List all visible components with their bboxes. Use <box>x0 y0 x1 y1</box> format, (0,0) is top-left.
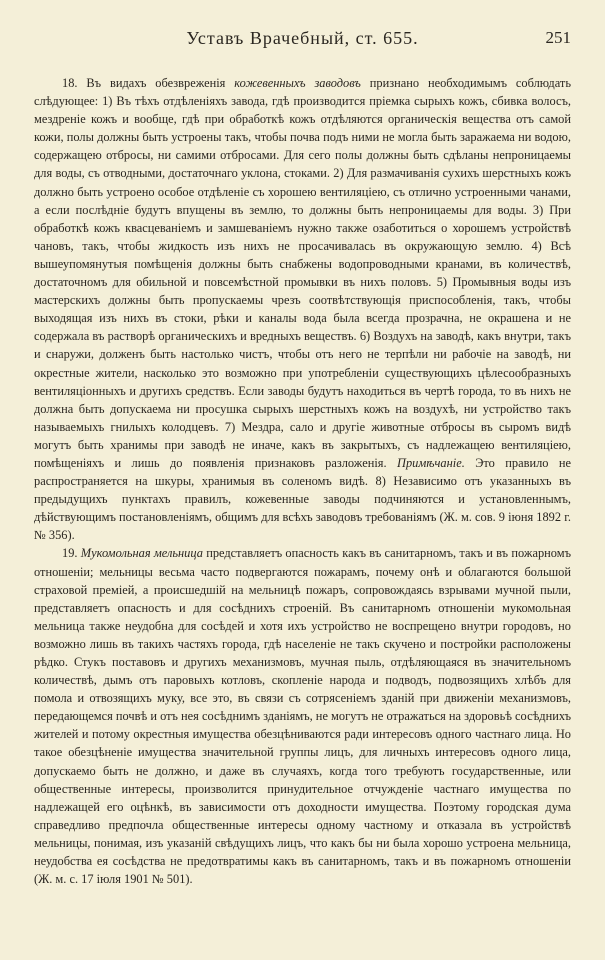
page-number: 251 <box>545 28 571 47</box>
page-header <box>34 22 571 52</box>
section-number-19: 19. <box>62 546 78 561</box>
note-label: Примѣчаніе. <box>397 455 465 470</box>
note-text: Это правило не распространяется на шкуры, хранимыя въ соленомъ видѣ. 8) Независимо отъ указанныхъ въ предыдущихъ пунктахъ правилъ, кожевенные заводы подчиняются и установленнымъ, дѣйствующимъ постановленіямъ, общимъ для всѣхъ заводовъ требованіямъ (Ж. м. сов. 9 іюня 1892 г. № 356). <box>34 455 571 543</box>
paragraph-18 <box>34 74 571 544</box>
section-18-subject: кожевенныхъ заводовъ <box>234 76 361 90</box>
paragraph-19 <box>34 544 571 888</box>
section-18-text: признано необходимымъ соблюдать слѣдующее: 1) Въ тѣхъ отдѣленіяхъ завода, гдѣ производится пріемка сырыхъ кожъ, сбивка волосъ, мездреніе кожъ и вообще, гдѣ при обработкѣ кожъ отдѣляются органическія вещества отъ самой кожи, полы должны быть устроены такъ, чтобы почва подъ ними не могла быть заражаема ни водою, содержащею отбросы, ни самими отбросами. Для сего полы должны быть сдѣланы непроницаемы для воды, съ отводными, достаточнаго уклона, стоками. 2) Для размачиванія сухихъ шерстныхъ кожъ должно быть устроено особое отдѣленіе съ хорошею вентиляціею, съ отлично устроенными чанами, а если послѣдніе будутъ впущены въ землю, то должны быть непроницаемы для воды. 3) При обработкѣ кожъ квасцеваніемъ и замшеваніемъ нужно также озаботиться о хорошемъ устройствѣ чановъ, такъ, чтобы жидкость изъ нихъ не просачивалась въ окружающую землю. 4) Всѣ вышеупомянутыя помѣщенія должны быть снабжены водопроводными кранами, въ количествѣ, достаточномъ для обильной и повсемѣстной промывки въ нихъ половъ. 5) Промывныя воды изъ мастерскихъ должны быть пропускаемы чрезъ соотвѣтствующія приспособленія, такъ, чтобы выходящая изъ нихъ въ стоки, рѣки и каналы вода была всегда прозрачна, не окрашена и не содержала въ растворѣ органическихъ и вредныхъ веществъ. 6) Воздухъ на заводѣ, какъ внутри, такъ и снаружи, долженъ быть настолько чистъ, чтобы отъ него не терпѣли ни рабочіе на заводѣ, ни окрестные жители, насколько это возможно при употребленіи существующихъ цѣлесообразныхъ вентиляціонныхъ и другихъ средствъ. Если заводы будутъ находиться въ чертѣ города, то въ нихъ не должна быть допускаема ни просушка сырыхъ шерстныхъ кожъ на воздухѣ, ни устройство такъ называемыхъ гнилыхъ колодцевъ. 7) Мездра, сало и другіе животные отбросы въ сыромъ видѣ могутъ быть хранимы при заводѣ не иначе, какъ въ закрытыхъ, съ надлежащею вентиляціею, помѣщеніяхъ и лишь до появленія признаковъ разложенія. <box>34 76 571 470</box>
running-title: Уставъ Врачебный, ст. 655. <box>186 28 419 48</box>
section-19-text: представляетъ опасность какъ въ санитарномъ, такъ и въ пожарномъ отношеніи; мельницы весьма часто подвергаются пожарамъ, почему онѣ и облагаются большой страховой преміей, а происшедшій на мельницѣ пожаръ, сопровождаясь взрывами мучной пыли, представляетъ опасность и для сосѣднихъ строеній. Въ санитарномъ отношеніи мукомольная мельница также неудобна для сосѣдей и хотя ихъ устройство не воспрещено внутри городовъ, но возможно лишь въ такихъ частяхъ города, гдѣ населеніе не такъ скучено и постройки расположены рѣдко. Стукъ поставовъ и другихъ механизмовъ, мучная пыль, отдѣляющаяся въ значительномъ количествѣ, дымъ отъ паровыхъ котловъ, скопленіе народа и подводъ, подвозящихъ хлѣбъ для помола и отвозящихъ муку, все это, въ связи съ сотрясеніемъ зданій при движеніи механизмовъ, передающемся почвѣ и отъ нея сосѣднимъ зданіямъ, не могутъ не отражаться на здоровьѣ сосѣднихъ жителей и потому окрестныя имущества обезцѣниваются ради интересовъ одного частнаго лица. Но такое обезцѣненіе имущества значительной группы лицъ, для личныхъ интересовъ одного лица, допускаемо быть не должно, и даже въ случаяхъ, когда того требуютъ государственные, или общественные интересы, произволится принудительное отчужденіе частнаго имущества по надлежащей его оцѣнкѣ, въ зависимости отъ доходности имущества. Поэтому городская дума справедливо предпочла общественные интересы одному частному и отказала въ устройствѣ мельницы, понимая, изъ указаній свѣдущихъ лицъ, что какъ бы ни была хорошо устроена мельница, неудобства ея сосѣдства не предотвратимы какъ въ санитарномъ, такъ и въ пожарномъ отношеніи (Ж. м. с. 17 іюля 1901 № 501). <box>34 546 571 887</box>
section-number-18: 18. Въ видахъ обезвреженія <box>62 76 226 90</box>
section-19-subject: Мукомольная мельница <box>80 546 203 561</box>
page-body <box>34 74 571 888</box>
